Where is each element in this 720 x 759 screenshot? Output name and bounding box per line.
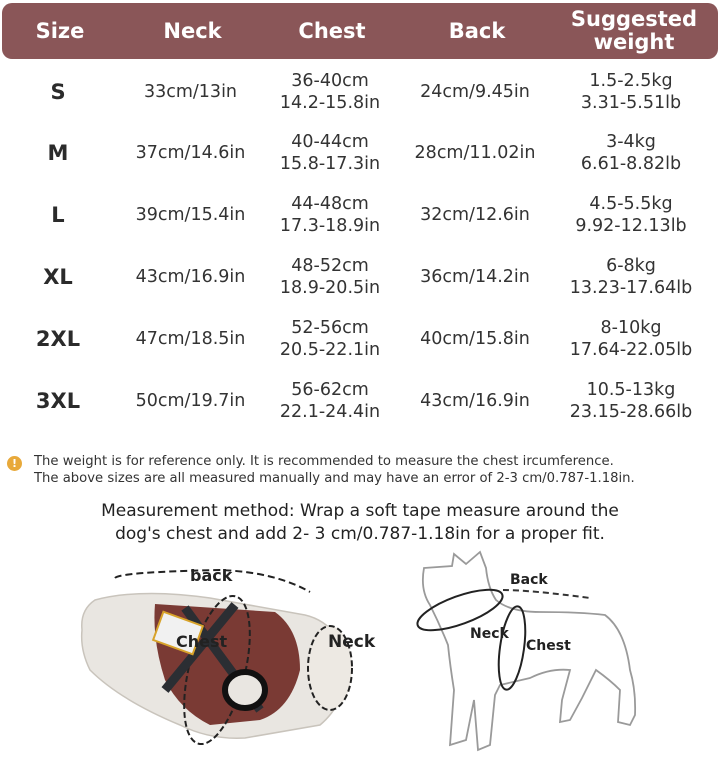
chest-cell	[262, 184, 398, 246]
table-row	[0, 61, 720, 123]
chest-cell	[262, 61, 398, 123]
size-value: S	[50, 80, 66, 104]
chest-cell	[262, 122, 398, 184]
table-row	[0, 308, 720, 370]
weight-lb-value: 9.92-12.13lb	[575, 216, 687, 236]
back-cell	[404, 61, 546, 123]
dog-neck-label: Neck	[470, 626, 509, 642]
header-back: Back	[448, 18, 506, 43]
header-suggested-weight: Suggested weight	[570, 7, 698, 54]
dog-back-label: Back	[510, 572, 548, 588]
weight-cell	[550, 184, 712, 246]
table-row	[0, 122, 720, 184]
table-row	[0, 246, 720, 308]
chest-in-value: 18.9-20.5in	[279, 278, 381, 298]
chest-cell	[262, 308, 398, 370]
coat-back-label: back	[190, 566, 233, 585]
chest-cm-value: 40-44cm	[291, 132, 369, 152]
back-value: 36cm/14.2in	[420, 267, 530, 287]
weight-lb-value: 6.61-8.82lb	[580, 154, 682, 174]
size-cell	[8, 308, 108, 370]
neck-cell	[118, 61, 263, 123]
method-line-1: Measurement method: Wrap a soft tape measure around the	[101, 501, 619, 521]
note-line-1: The weight is for reference only. It is recommended to measure the chest ircumference.	[34, 454, 614, 469]
weight-lb-value: 3.31-5.51lb	[580, 93, 682, 113]
note-line-2: The above sizes are all measured manually and may have an error of 2-3 cm/0.787-1.18in.	[34, 471, 635, 486]
weight-cell	[550, 370, 712, 432]
chest-in-value: 14.2-15.8in	[279, 93, 381, 113]
back-cell	[404, 184, 546, 246]
weight-lb-value: 23.15-28.66lb	[569, 402, 693, 422]
weight-cell	[550, 122, 712, 184]
header-neck: Neck	[163, 18, 222, 43]
neck-cell	[118, 184, 263, 246]
back-cell	[404, 122, 546, 184]
table-row	[0, 370, 720, 432]
weight-cell	[550, 246, 712, 308]
chest-cm-value: 52-56cm	[291, 318, 369, 338]
chest-in-value: 20.5-22.1in	[279, 340, 381, 360]
weight-kg-value: 4.5-5.5kg	[589, 194, 673, 214]
chest-cm-value: 56-62cm	[291, 380, 369, 400]
chest-in-value: 22.1-24.4in	[279, 402, 381, 422]
weight-lb-value: 17.64-22.05lb	[569, 340, 693, 360]
weight-kg-value: 10.5-13kg	[586, 380, 676, 400]
neck-cell	[118, 308, 263, 370]
neck-value: 50cm/19.7in	[135, 391, 246, 411]
back-cell	[404, 308, 546, 370]
warning-icon: !	[7, 456, 22, 471]
back-value: 32cm/12.6in	[420, 205, 530, 225]
chest-in-value: 15.8-17.3in	[279, 154, 381, 174]
coat-chest-label: Chest	[176, 632, 228, 651]
coat-illustration	[60, 560, 400, 755]
coat-diagram	[60, 560, 400, 755]
table-row	[0, 184, 720, 246]
size-cell	[8, 370, 108, 432]
weight-kg-value: 3-4kg	[606, 132, 656, 152]
neck-value: 37cm/14.6in	[135, 143, 246, 163]
chest-cm-value: 36-40cm	[291, 71, 369, 91]
neck-value: 39cm/15.4in	[135, 205, 246, 225]
measurement-method	[0, 500, 720, 546]
neck-value: 47cm/18.5in	[135, 329, 246, 349]
size-value: XL	[43, 265, 73, 289]
weight-kg-value: 8-10kg	[600, 318, 662, 338]
dog-chest-label: Chest	[526, 638, 571, 654]
size-cell	[8, 246, 108, 308]
method-line-2: dog's chest and add 2- 3 cm/0.787-1.18in for a proper fit.	[115, 524, 605, 544]
size-value: 2XL	[35, 327, 81, 351]
back-cell	[404, 246, 546, 308]
table-header	[2, 3, 718, 59]
weight-kg-value: 6-8kg	[606, 256, 656, 276]
back-value: 43cm/16.9in	[420, 391, 530, 411]
back-value: 40cm/15.8in	[420, 329, 530, 349]
chest-cm-value: 48-52cm	[291, 256, 369, 276]
neck-value: 43cm/16.9in	[135, 267, 246, 287]
dog-diagram	[400, 550, 720, 755]
weight-kg-value: 1.5-2.5kg	[589, 71, 673, 91]
size-value: M	[47, 141, 69, 165]
neck-cell	[118, 370, 263, 432]
chest-in-value: 17.3-18.9in	[279, 216, 381, 236]
size-value: 3XL	[35, 389, 81, 413]
weight-cell	[550, 61, 712, 123]
header-chest: Chest	[298, 18, 366, 43]
chest-cell	[262, 370, 398, 432]
size-cell	[8, 122, 108, 184]
neck-value: 33cm/13in	[143, 82, 238, 102]
chest-cell	[262, 246, 398, 308]
neck-cell	[118, 246, 263, 308]
header-size: Size	[35, 18, 85, 43]
weight-cell	[550, 308, 712, 370]
weight-lb-value: 13.23-17.64lb	[569, 278, 693, 298]
back-value: 24cm/9.45in	[420, 82, 530, 102]
size-cell	[8, 61, 108, 123]
coat-neck-label: Neck	[328, 632, 376, 652]
note-text	[34, 453, 635, 487]
neck-cell	[118, 122, 263, 184]
back-value: 28cm/11.02in	[414, 143, 536, 163]
size-value: L	[51, 203, 65, 227]
size-cell	[8, 184, 108, 246]
back-cell	[404, 370, 546, 432]
chest-cm-value: 44-48cm	[291, 194, 369, 214]
